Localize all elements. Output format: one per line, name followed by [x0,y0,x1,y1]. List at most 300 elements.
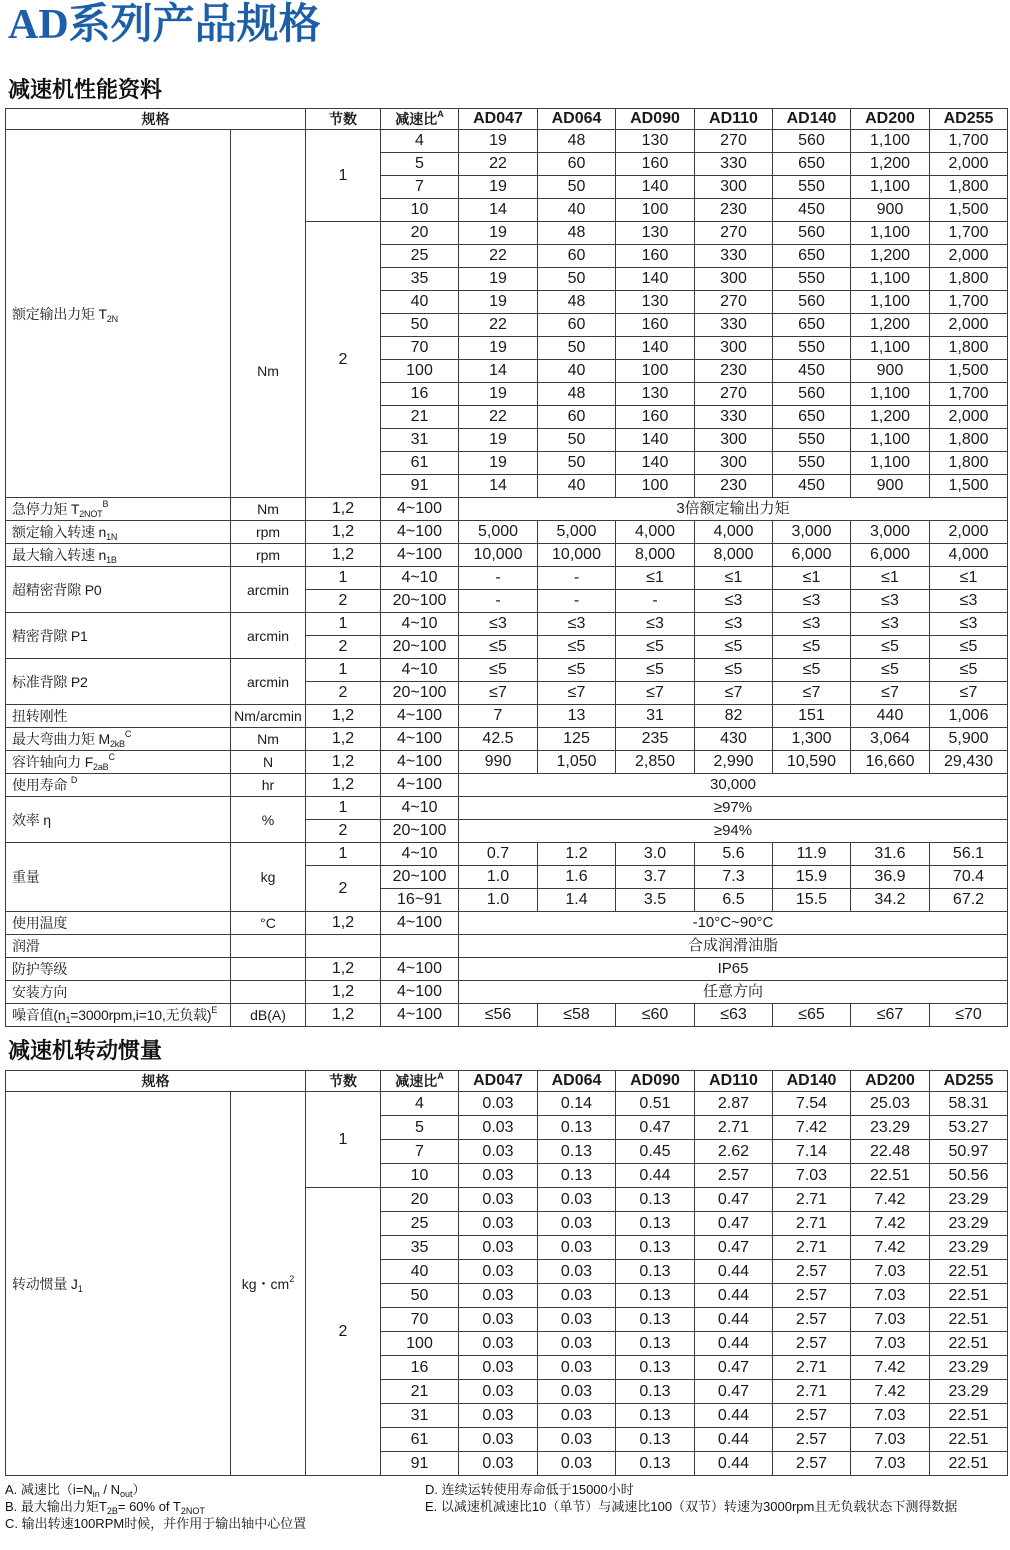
value-cell: 29,430 [930,751,1008,774]
value-cell: 0.13 [616,1380,695,1404]
value-cell: 550 [773,268,851,291]
ratio-cell: 4~10 [381,659,459,682]
value-cell: 19 [459,429,538,452]
value-cell: 100 [616,199,695,222]
spec-label-cell [6,705,231,728]
value-cell: 300 [695,429,773,452]
value-cell: 0.03 [538,1356,616,1380]
superscript: B [102,499,109,509]
text-segment: 标准背隙 P2 [12,673,88,690]
value-cell: 1,100 [851,130,930,153]
value-cell: 1,200 [851,153,930,176]
value-cell: ≤1 [773,567,851,590]
value-cell: 7.03 [851,1452,930,1476]
text-segment: ） [132,1482,146,1497]
value-cell: ≤3 [459,613,538,636]
value-cell: 7.42 [851,1212,930,1236]
value-cell: ≤5 [538,659,616,682]
text-segment: kg・cm [241,1275,290,1292]
value-cell: ≤7 [851,682,930,705]
value-cell: 0.44 [695,1308,773,1332]
value-cell: 8,000 [695,544,773,567]
value-cell: 550 [773,337,851,360]
value-cell: 560 [773,130,851,153]
text-segment: 超精密背隙 P0 [12,581,102,598]
model-header-ad047: AD047 [459,109,538,130]
value-cell: 2.71 [695,1116,773,1140]
merged-value-cell: ≥94% [459,820,1008,843]
model-header-ad140: AD140 [773,109,851,130]
value-cell: ≤5 [851,659,930,682]
value-cell: 5,900 [930,728,1008,751]
value-cell: 1,100 [851,268,930,291]
unit-cell [231,774,306,797]
value-cell: 8,000 [616,544,695,567]
value-cell: 450 [773,360,851,383]
ratio-cell: 16~91 [381,889,459,912]
table-row [6,1092,1008,1116]
value-cell: ≤5 [851,636,930,659]
model-header-ad200: AD200 [851,109,930,130]
value-cell: 1,800 [930,429,1008,452]
value-cell: 1,800 [930,176,1008,199]
stage-cell: 1,2 [306,1004,381,1027]
value-cell: 160 [616,245,695,268]
inertia-table [5,1070,1008,1476]
value-cell: ≤5 [538,636,616,659]
value-cell: 900 [851,475,930,498]
value-cell: 22 [459,314,538,337]
ratio-cell: 25 [381,245,459,268]
text-segment: 精密背隙 P1 [12,627,88,644]
value-cell: 0.03 [538,1380,616,1404]
value-cell: ≤5 [616,659,695,682]
subscript: 1N [106,532,118,542]
value-cell: 50 [538,176,616,199]
value-cell: 330 [695,153,773,176]
subscript: 2N [106,313,118,324]
value-cell: 2.57 [773,1404,851,1428]
value-cell: - [538,590,616,613]
ratio-cell: 31 [381,429,459,452]
value-cell: 19 [459,383,538,406]
footnotes-left [5,1481,306,1532]
header-spec: 规格 [6,109,306,130]
value-cell: 1,200 [851,406,930,429]
value-cell: 31 [616,705,695,728]
model-header-ad110: AD110 [695,109,773,130]
value-cell: 60 [538,406,616,429]
ratio-cell: 91 [381,475,459,498]
value-cell: 1,700 [930,291,1008,314]
text-segment: 额定输入转速 n [12,524,107,540]
value-cell: 560 [773,291,851,314]
unit-cell [231,567,306,613]
value-cell: 0.03 [459,1164,538,1188]
text-segment: A. 减速比（i=N [5,1482,93,1497]
page-title: AD系列产品规格 [8,2,321,48]
spec-label-cell [6,521,231,544]
value-cell: 550 [773,176,851,199]
value-cell: ≤5 [930,636,1008,659]
text-segment: 润滑 [12,938,40,954]
subscript: 2NOT [180,1506,205,1516]
table-header-row [6,1071,1008,1092]
table-row [6,843,1008,866]
value-cell: ≤5 [459,636,538,659]
text-segment: Nm [257,501,279,517]
text-segment: % [261,811,275,828]
text-segment: D. 连续运转使用寿命低于15000小时 [425,1482,634,1497]
value-cell: 0.44 [695,1284,773,1308]
ratio-cell [381,935,459,958]
value-cell: 1,500 [930,199,1008,222]
text-segment: 急停力矩 T [12,501,80,517]
merged-value-cell: 任意方向 [459,981,1008,1004]
value-cell: 0.13 [616,1212,695,1236]
unit-cell [231,751,306,774]
value-cell: 140 [616,337,695,360]
value-cell: 7.42 [851,1380,930,1404]
value-cell: 60 [538,245,616,268]
value-cell: 1,100 [851,383,930,406]
value-cell: 0.47 [695,1356,773,1380]
text-segment: Nm [257,362,279,379]
ratio-cell: 7 [381,1140,459,1164]
ratio-cell: 21 [381,406,459,429]
value-cell: ≤65 [773,1004,851,1027]
value-cell: ≤58 [538,1004,616,1027]
value-cell: 0.13 [538,1116,616,1140]
spec-label-cell [6,774,231,797]
value-cell: 16,660 [851,751,930,774]
subscript: 2B [106,1506,118,1516]
value-cell: 7.03 [851,1428,930,1452]
value-cell: 19 [459,291,538,314]
ratio-cell: 50 [381,1284,459,1308]
stage-cell: 2 [306,682,381,705]
text-segment: hr [261,777,275,793]
value-cell: 23.29 [930,1188,1008,1212]
stage-cell: 1,2 [306,981,381,1004]
value-cell: ≤3 [930,590,1008,613]
value-cell: 0.45 [616,1140,695,1164]
value-cell: 48 [538,130,616,153]
spec-label-cell [6,498,231,521]
value-cell: 0.13 [538,1164,616,1188]
value-cell: 7.03 [851,1308,930,1332]
value-cell: 7.42 [773,1116,851,1140]
value-cell: ≤1 [695,567,773,590]
value-cell: 0.03 [459,1428,538,1452]
value-cell: 140 [616,176,695,199]
value-cell: 0.47 [695,1380,773,1404]
value-cell: 5,000 [459,521,538,544]
table-row [6,728,1008,751]
value-cell: 1,500 [930,475,1008,498]
value-cell: 1,800 [930,337,1008,360]
superscript: 2 [289,1273,295,1284]
text-segment: 重量 [12,869,40,885]
subscript: out [120,1489,133,1499]
unit-cell [231,659,306,705]
value-cell: 0.44 [695,1452,773,1476]
value-cell: 0.03 [459,1260,538,1284]
value-cell: 23.29 [930,1380,1008,1404]
value-cell: 330 [695,245,773,268]
value-cell: 0.03 [538,1188,616,1212]
footnote [5,1515,306,1532]
ratio-cell: 70 [381,337,459,360]
value-cell: 2.62 [695,1140,773,1164]
value-cell: 0.03 [538,1332,616,1356]
value-cell: 2.71 [773,1380,851,1404]
value-cell: ≤63 [695,1004,773,1027]
value-cell: 0.13 [616,1188,695,1212]
value-cell: 2.57 [773,1428,851,1452]
ratio-cell: 20 [381,1188,459,1212]
value-cell: ≤5 [459,659,538,682]
ratio-cell: 21 [381,1380,459,1404]
value-cell: 2.71 [773,1236,851,1260]
footnote [425,1481,957,1498]
merged-value-cell: ≥97% [459,797,1008,820]
value-cell: 330 [695,314,773,337]
value-cell: 50.56 [930,1164,1008,1188]
spec-label-cell [6,613,231,659]
value-cell: 82 [695,705,773,728]
text-segment: °C [260,915,276,931]
value-cell: 22.51 [930,1284,1008,1308]
value-cell: 1,100 [851,337,930,360]
ratio-cell: 20~100 [381,820,459,843]
value-cell: 650 [773,245,851,268]
value-cell: 31.6 [851,843,930,866]
value-cell: 0.03 [459,1404,538,1428]
value-cell: 70.4 [930,866,1008,889]
spec-label-cell [6,843,231,912]
header-stage: 节数 [306,1071,381,1092]
value-cell: 1,100 [851,291,930,314]
table-row [6,958,1008,981]
footnote [5,1498,306,1515]
value-cell: ≤7 [695,682,773,705]
value-cell: 300 [695,452,773,475]
value-cell: 1,500 [930,360,1008,383]
text-segment: 噪音值(n [12,1007,66,1023]
value-cell: 0.44 [695,1404,773,1428]
ratio-cell: 4~10 [381,613,459,636]
stage-cell: 1 [306,130,381,222]
value-cell: 0.03 [538,1260,616,1284]
stage-cell: 1,2 [306,751,381,774]
value-cell: 130 [616,222,695,245]
value-cell: 0.14 [538,1092,616,1116]
value-cell: 4,000 [695,521,773,544]
spec-label-cell [6,544,231,567]
model-header-ad064: AD064 [538,1071,616,1092]
value-cell: 1,800 [930,268,1008,291]
header-ratio [381,109,459,130]
unit-cell [231,1004,306,1027]
ratio-cell: 50 [381,314,459,337]
superscript: C [108,752,115,762]
value-cell: 2,000 [930,153,1008,176]
value-cell: 160 [616,314,695,337]
spec-label-cell [6,567,231,613]
text-segment: 使用寿命 [12,777,71,793]
value-cell: - [616,590,695,613]
stage-cell: 1,2 [306,498,381,521]
text-segment: = 60% of T [117,1499,181,1514]
value-cell: 2.57 [695,1164,773,1188]
value-cell: 19 [459,268,538,291]
text-segment: 扭转刚性 [12,708,68,724]
unit-cell [231,613,306,659]
value-cell: ≤3 [538,613,616,636]
table-header-row [6,109,1008,130]
value-cell: 0.51 [616,1092,695,1116]
value-cell: 1.2 [538,843,616,866]
performance-table [5,108,1008,1027]
value-cell: 235 [616,728,695,751]
value-cell: 7.42 [851,1356,930,1380]
table-row [6,981,1008,1004]
unit-cell [231,981,306,1004]
stage-cell: 2 [306,590,381,613]
value-cell: 2.57 [773,1452,851,1476]
model-header-ad255: AD255 [930,109,1008,130]
stage-cell: 1,2 [306,728,381,751]
value-cell: 140 [616,268,695,291]
unit-cell [231,705,306,728]
value-cell: 0.03 [459,1212,538,1236]
text-segment: 容许轴向力 F [12,754,94,770]
value-cell: 0.03 [459,1356,538,1380]
superscript: E [211,1005,218,1015]
value-cell: 130 [616,383,695,406]
ratio-cell: 20~100 [381,682,459,705]
value-cell: 7.03 [851,1404,930,1428]
value-cell: 23.29 [851,1116,930,1140]
value-cell: 0.47 [616,1116,695,1140]
value-cell: 2,850 [616,751,695,774]
ratio-cell: 61 [381,1428,459,1452]
ratio-cell: 5 [381,153,459,176]
value-cell: 2.71 [773,1188,851,1212]
value-cell: 130 [616,130,695,153]
stage-cell: 1,2 [306,912,381,935]
value-cell: 0.03 [538,1452,616,1476]
value-cell: 0.13 [616,1428,695,1452]
value-cell: 6,000 [851,544,930,567]
value-cell: 0.03 [538,1428,616,1452]
text-segment: 转动惯量 J [12,1275,78,1292]
text-segment: / N [99,1482,121,1497]
value-cell: 10,000 [459,544,538,567]
ratio-cell: 5 [381,1116,459,1140]
text-segment: Nm [257,731,279,747]
ratio-cell: 16 [381,383,459,406]
header-ratio-note: A [437,109,444,119]
stage-cell: 1 [306,659,381,682]
table-row [6,521,1008,544]
text-segment: Nm/arcmin [234,708,302,724]
value-cell: 270 [695,222,773,245]
value-cell: 2,000 [930,245,1008,268]
footnotes-right [425,1481,957,1515]
value-cell: 22.48 [851,1140,930,1164]
stage-cell: 1,2 [306,774,381,797]
value-cell: 11.9 [773,843,851,866]
value-cell: 560 [773,383,851,406]
unit-cell [231,544,306,567]
value-cell: 0.03 [459,1284,538,1308]
value-cell: 3.5 [616,889,695,912]
spec-label-cell [6,659,231,705]
value-cell: 67.2 [930,889,1008,912]
value-cell: 0.03 [459,1140,538,1164]
value-cell: 2,000 [930,521,1008,544]
spec-label-cell [6,935,231,958]
ratio-cell: 10 [381,199,459,222]
value-cell: 300 [695,176,773,199]
value-cell: 53.27 [930,1116,1008,1140]
value-cell: 0.03 [538,1236,616,1260]
value-cell: 550 [773,429,851,452]
ratio-cell: 4~100 [381,981,459,1004]
value-cell: 430 [695,728,773,751]
value-cell: ≤3 [773,590,851,613]
value-cell: 0.44 [695,1260,773,1284]
value-cell: 0.03 [459,1380,538,1404]
value-cell: 22.51 [851,1164,930,1188]
value-cell: 0.13 [616,1236,695,1260]
value-cell: 0.47 [695,1188,773,1212]
subscript: 2aB [93,762,109,772]
text-segment: arcmin [246,627,289,644]
value-cell: 2,000 [930,314,1008,337]
text-segment: arcmin [246,673,289,690]
value-cell: 650 [773,406,851,429]
value-cell: 7.03 [851,1332,930,1356]
value-cell: 0.13 [616,1260,695,1284]
performance-table-body [6,130,1008,1027]
table-row [6,659,1008,682]
value-cell: 900 [851,360,930,383]
model-header-ad110: AD110 [695,1071,773,1092]
value-cell: 23.29 [930,1236,1008,1260]
text-segment: 效率 η [12,811,51,828]
value-cell: 50 [538,429,616,452]
value-cell: 0.13 [538,1140,616,1164]
value-cell: ≤5 [930,659,1008,682]
ratio-cell: 20~100 [381,590,459,613]
text-segment: kg [260,869,276,885]
ratio-cell: 7 [381,176,459,199]
ratio-cell: 4~10 [381,567,459,590]
text-segment: N [262,754,274,770]
value-cell: 3,064 [851,728,930,751]
value-cell: 1,200 [851,245,930,268]
value-cell: 48 [538,383,616,406]
value-cell: 650 [773,153,851,176]
value-cell: 22.51 [930,1308,1008,1332]
merged-value-cell: 合成润滑油脂 [459,935,1008,958]
model-header-ad255: AD255 [930,1071,1008,1092]
value-cell: 2.71 [773,1356,851,1380]
spec-label-cell [6,912,231,935]
